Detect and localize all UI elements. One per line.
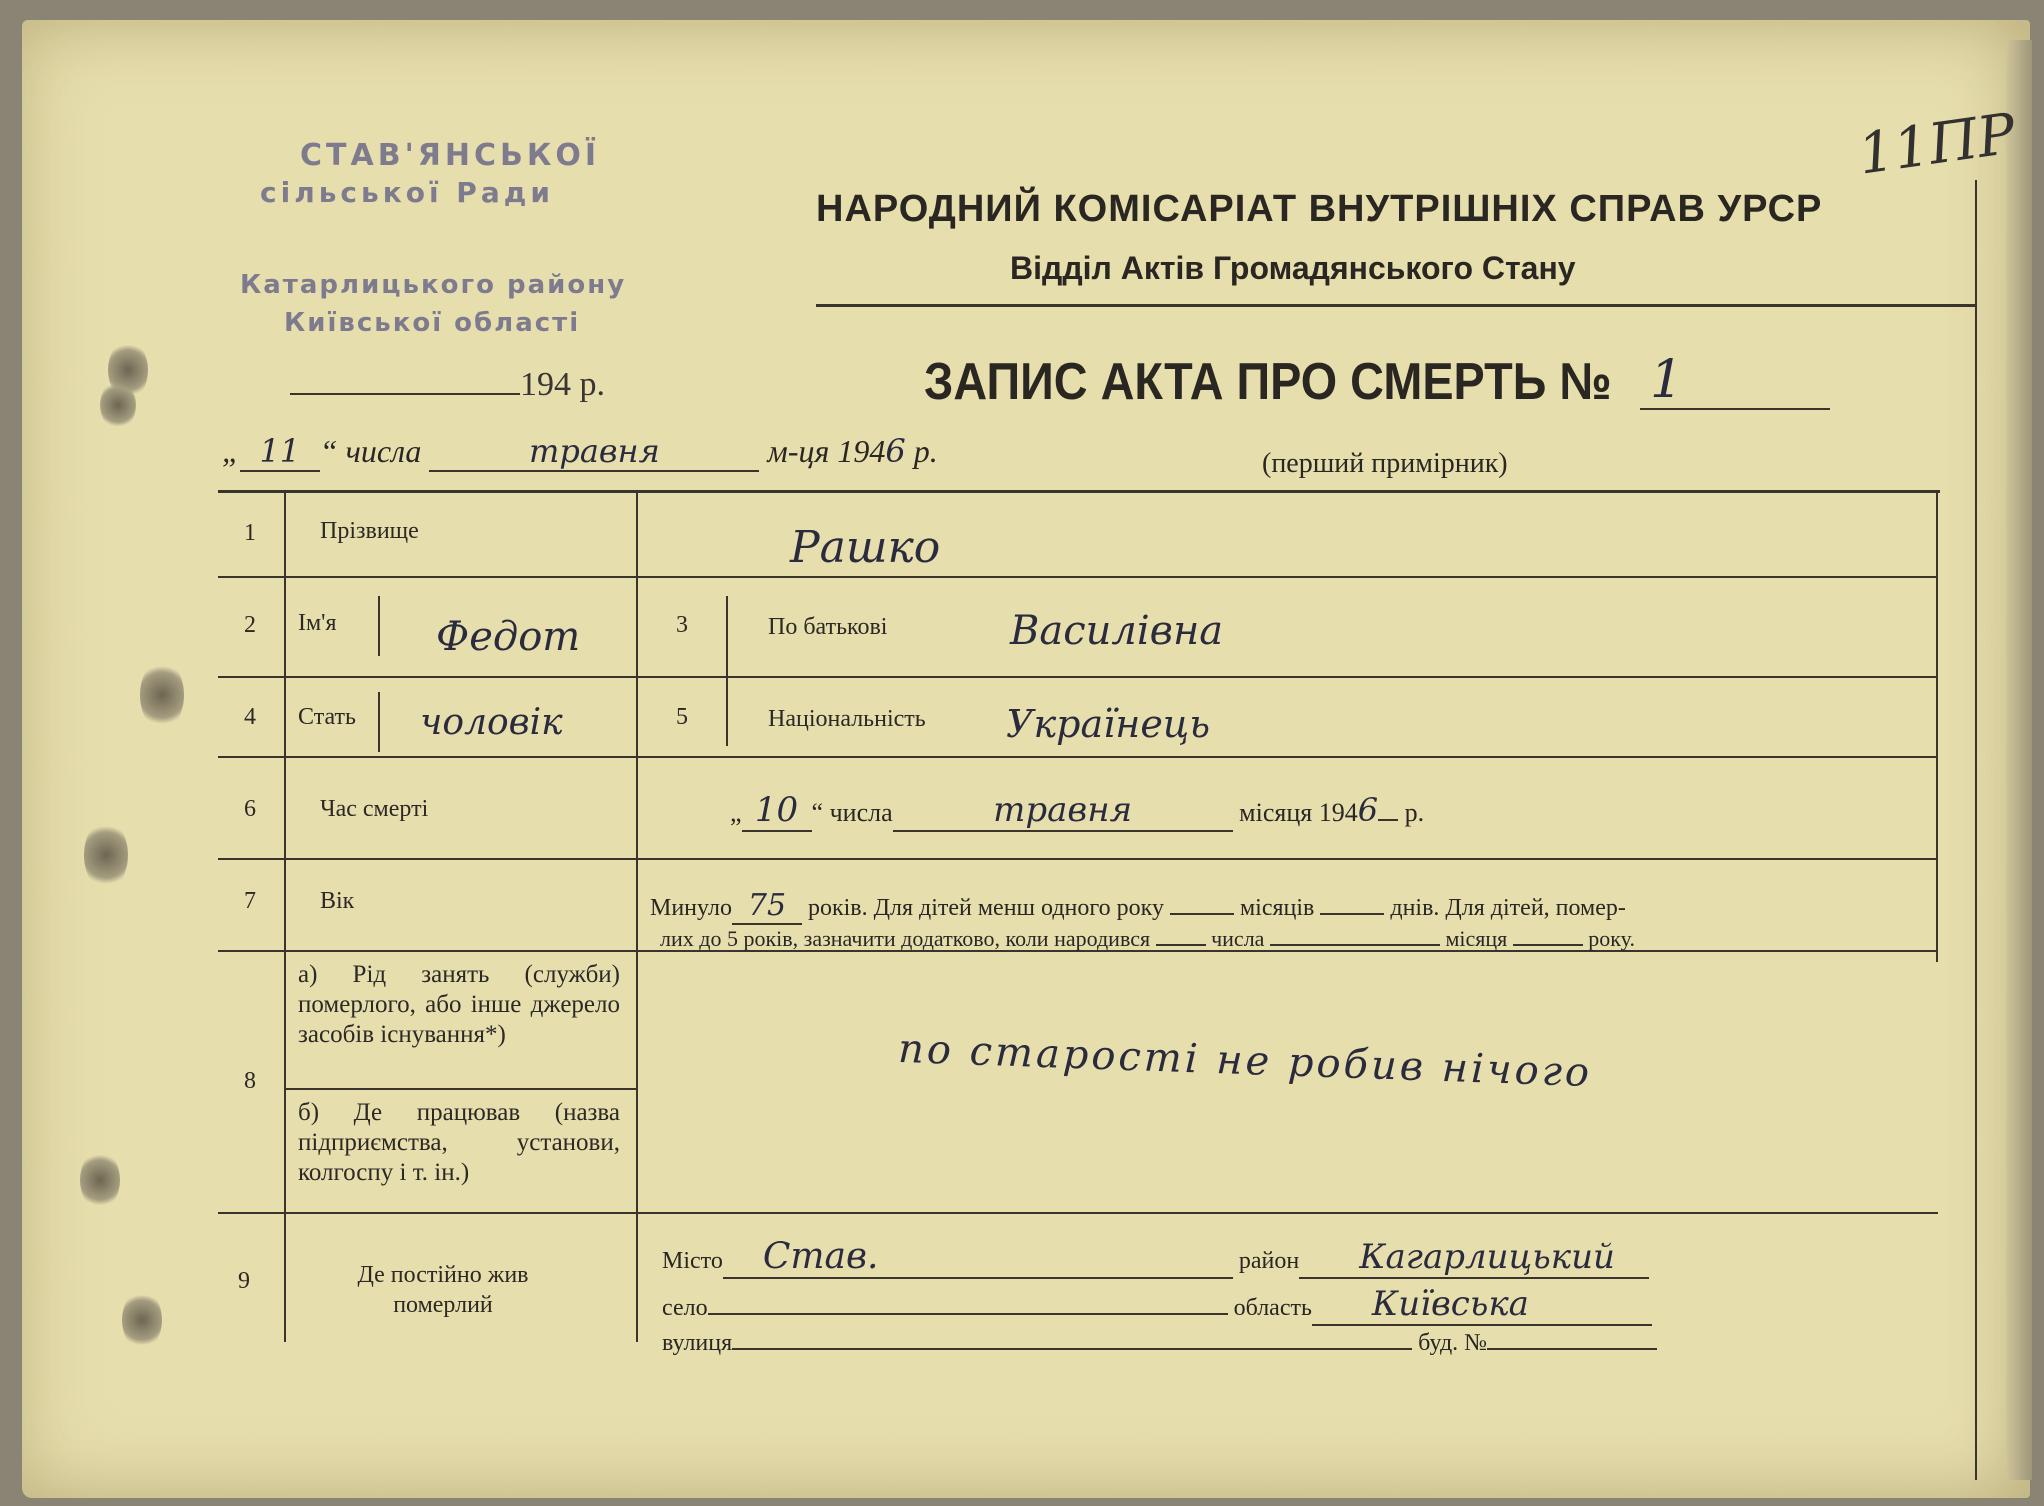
cell-rule <box>726 596 728 746</box>
age-l2-year: року. <box>1588 926 1635 951</box>
record-number: 1 <box>1650 350 1684 410</box>
age-prefix: Минуло <box>650 895 732 921</box>
header-side-rule <box>1975 180 1977 1480</box>
age-line-1 <box>650 888 1626 925</box>
cell-rule <box>378 596 380 656</box>
row-rule <box>218 576 1938 578</box>
first-name-value: Федот <box>436 614 581 660</box>
row-number: 7 <box>244 888 256 914</box>
death-date: „ 10 “ числа травня місяця 1946 р. <box>730 790 1425 830</box>
village-label: село <box>662 1295 708 1321</box>
record-title <box>924 352 1612 412</box>
row-rule <box>218 676 1938 678</box>
stamp-line: Київської області <box>284 308 581 338</box>
header-title: НАРОДНИЙ КОМІСАРІАТ ВНУТРІШНІХ СПРАВ УРСР <box>816 188 1823 230</box>
death-year-suffix: р. <box>1404 798 1425 827</box>
street-label: вулиця <box>662 1330 733 1356</box>
surname-value: Рашко <box>790 522 941 573</box>
nationality-value: Українець <box>1006 702 1211 746</box>
workplace-label: б) Де працював (назва підприємства, установи, колгоспу і т. ін.) <box>298 1099 620 1186</box>
region-value: Київська <box>1371 1284 1529 1324</box>
patronymic-label: По батькові <box>768 614 888 640</box>
table-col-rule <box>1936 492 1938 962</box>
age-line-2 <box>660 926 1635 952</box>
date-line: „ 11 “ числа травня м-ця 1946 р. <box>222 432 938 470</box>
city-value: Став. <box>762 1236 879 1277</box>
district-value: Кагарлицький <box>1359 1237 1615 1277</box>
residence-line-1 <box>662 1236 1649 1279</box>
date-day-label: числа <box>345 433 422 469</box>
occupation-value: по старості не робив нічого <box>897 1025 1593 1097</box>
age-line2-text: лих до 5 років, зазначити додатково, коли народився <box>660 926 1151 951</box>
death-time-label: Час смерті <box>320 796 429 822</box>
date-month: травня <box>429 432 759 472</box>
first-name-label: Ім'я <box>298 610 337 636</box>
page-stack-edge <box>2006 40 2032 1480</box>
binding-hole <box>80 1150 120 1210</box>
stamp-line: Катарлицького району <box>240 270 627 300</box>
patronymic-value: Василівна <box>1010 608 1224 654</box>
row-rule <box>218 756 1938 758</box>
district-label: район <box>1238 1248 1300 1274</box>
row-rule <box>218 1212 1938 1214</box>
record-title-text: ЗАПИС АКТА ПРО СМЕРТЬ № <box>924 353 1612 411</box>
cell-rule <box>378 692 380 752</box>
row-number: 9 <box>238 1268 250 1294</box>
header-rule <box>816 304 1976 307</box>
age-l2-day: числа <box>1211 926 1265 951</box>
binding-hole <box>140 660 184 730</box>
table-col-rule <box>284 492 286 1342</box>
table-col-rule <box>636 492 638 1342</box>
archive-mark: 11ПР <box>1854 101 2020 188</box>
residence-line-2 <box>662 1284 1652 1326</box>
age-months-label: місяців <box>1239 895 1315 921</box>
death-year-digit: 6 <box>1357 791 1379 829</box>
death-day: 10 <box>742 790 812 832</box>
stamp-year: 194 р. <box>520 366 605 403</box>
sex-label: Стать <box>298 704 356 730</box>
death-month: травня <box>893 790 1233 832</box>
date-day: 11 <box>240 432 320 472</box>
occupation-label: а) Рід занять (служби) померлого, або інше джерело засобів існування*) <box>298 961 620 1048</box>
age-label: Вік <box>320 888 355 914</box>
region-label: область <box>1233 1295 1312 1321</box>
row-number: 5 <box>676 704 688 730</box>
nationality-label: Національність <box>768 706 926 732</box>
copy-label: (перший примірник) <box>1262 448 1508 479</box>
residence-label: Де постійно жив померлий <box>357 1262 529 1318</box>
death-month-label: місяця 194 <box>1239 798 1358 827</box>
row-number: 8 <box>244 1068 256 1094</box>
row-number: 6 <box>244 796 256 822</box>
row-rule <box>284 1088 636 1090</box>
row-number: 1 <box>244 520 256 546</box>
age-line1-rest: років. Для дітей менш одного року <box>807 895 1164 921</box>
binding-hole <box>84 820 128 890</box>
date-month-label: м-ця 194 <box>767 433 886 469</box>
record-number-underline <box>1640 408 1830 410</box>
row-number: 2 <box>244 612 256 638</box>
binding-hole <box>100 380 136 430</box>
city-label: Місто <box>662 1248 723 1274</box>
death-day-label: числа <box>829 798 893 827</box>
row-number: 4 <box>244 704 256 730</box>
sex-value: чоловік <box>420 702 563 743</box>
date-year-digit: 6 <box>885 432 906 470</box>
header-subtitle: Відділ Актів Громадянського Стану <box>1010 250 1576 286</box>
stamp-line: СТАВ'ЯНСЬКОЇ <box>300 138 601 173</box>
row-number: 3 <box>676 612 688 638</box>
stamp-line: сільської Ради <box>260 176 554 209</box>
house-label: буд. № <box>1418 1330 1488 1356</box>
binding-hole <box>122 1290 162 1350</box>
surname-label: Прізвище <box>320 518 419 544</box>
date-year-suffix: р. <box>913 433 938 469</box>
age-days-label: днів. Для дітей, помер- <box>1390 895 1626 921</box>
age-years: 75 <box>732 888 802 925</box>
age-l2-month: місяця <box>1445 926 1508 951</box>
stamp-year-line <box>290 366 605 404</box>
row-rule <box>218 858 1938 860</box>
table-top-rule <box>218 490 1940 493</box>
residence-line-3 <box>662 1330 1657 1357</box>
